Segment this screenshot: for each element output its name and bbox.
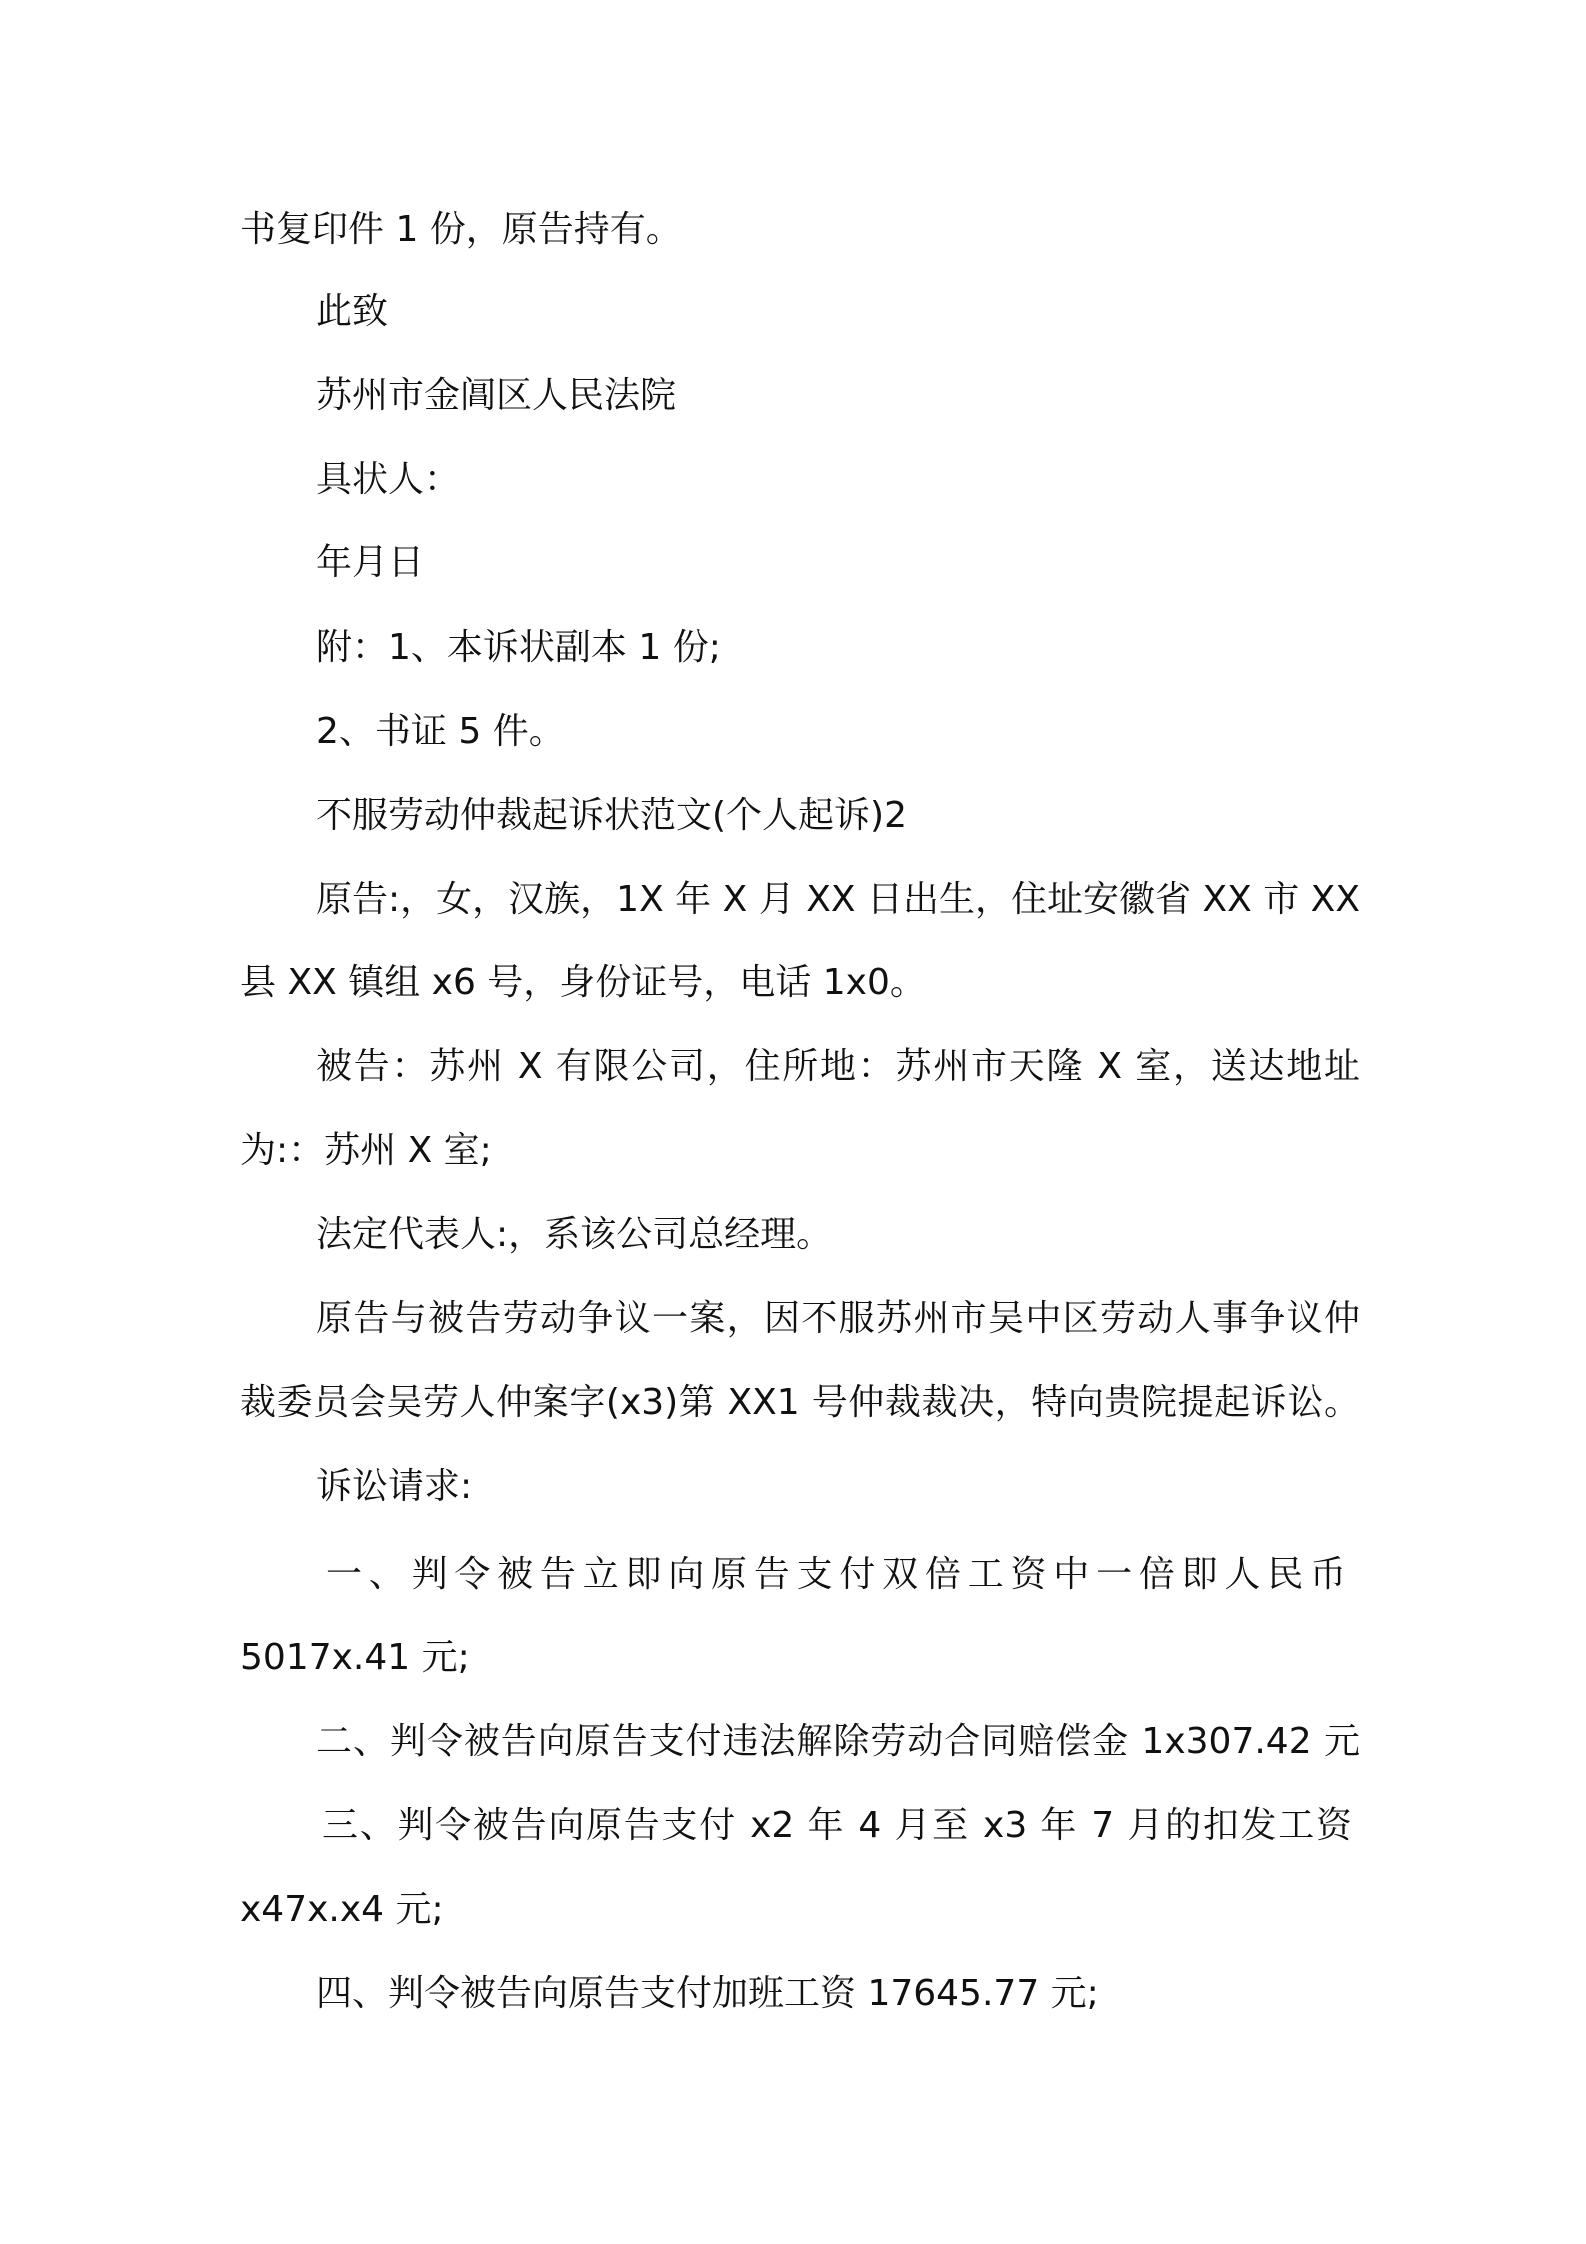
text-line: 县 XX 镇组 x6 号，身份证号，电话 1x0。: [240, 962, 926, 1003]
text-line: 原告与被告劳动争议一案，因不服苏州市吴中区劳动人事争议仲: [316, 1298, 1360, 1339]
text-line: 书复印件 1 份，原告持有。: [240, 209, 682, 250]
text-line: 原告:，女，汉族，1X 年 X 月 XX 日出生，住址安徽省 XX 市 XX: [316, 879, 1360, 920]
text-line: 5017x.41 元;: [240, 1637, 470, 1678]
text-line: 被告：苏州 X 有限公司，住所地：苏州市天隆 X 室，送达地址: [316, 1046, 1360, 1087]
text-line: 不服劳动仲裁起诉状范文(个人起诉)2: [316, 795, 907, 836]
text-line: 四、判令被告向原告支付加班工资 17645.77 元;: [316, 1973, 1099, 2014]
text-line: 具状人：: [316, 459, 461, 500]
text-line: 裁委员会吴劳人仲案字(x3)第 XX1 号仲裁裁决，特向贵院提起诉讼。: [240, 1382, 1360, 1423]
text-line: 法定代表人:，系该公司总经理。: [316, 1214, 833, 1255]
text-line: 此致: [316, 291, 389, 332]
text-line: x47x.x4 元;: [240, 1889, 444, 1930]
text-line: 三、判令被告向原告支付 x2 年 4 月至 x3 年 7 月的扣发工资: [322, 1805, 1352, 1846]
text-line: 诉讼请求:: [316, 1466, 473, 1507]
text-line: 一、判令被告立即向原告支付双倍工资中一倍即人民币: [326, 1554, 1346, 1595]
text-line: 二、判令被告向原告支付违法解除劳动合同赔偿金 1x307.42 元: [316, 1721, 1360, 1762]
text-line: 苏州市金阊区人民法院: [316, 375, 677, 416]
text-line: 2、书证 5 件。: [316, 711, 565, 752]
text-line: 为:：苏州 X 室;: [240, 1130, 492, 1171]
text-line: 附：1、本诉状副本 1 份;: [316, 627, 721, 668]
text-line: 年月日: [316, 542, 425, 583]
